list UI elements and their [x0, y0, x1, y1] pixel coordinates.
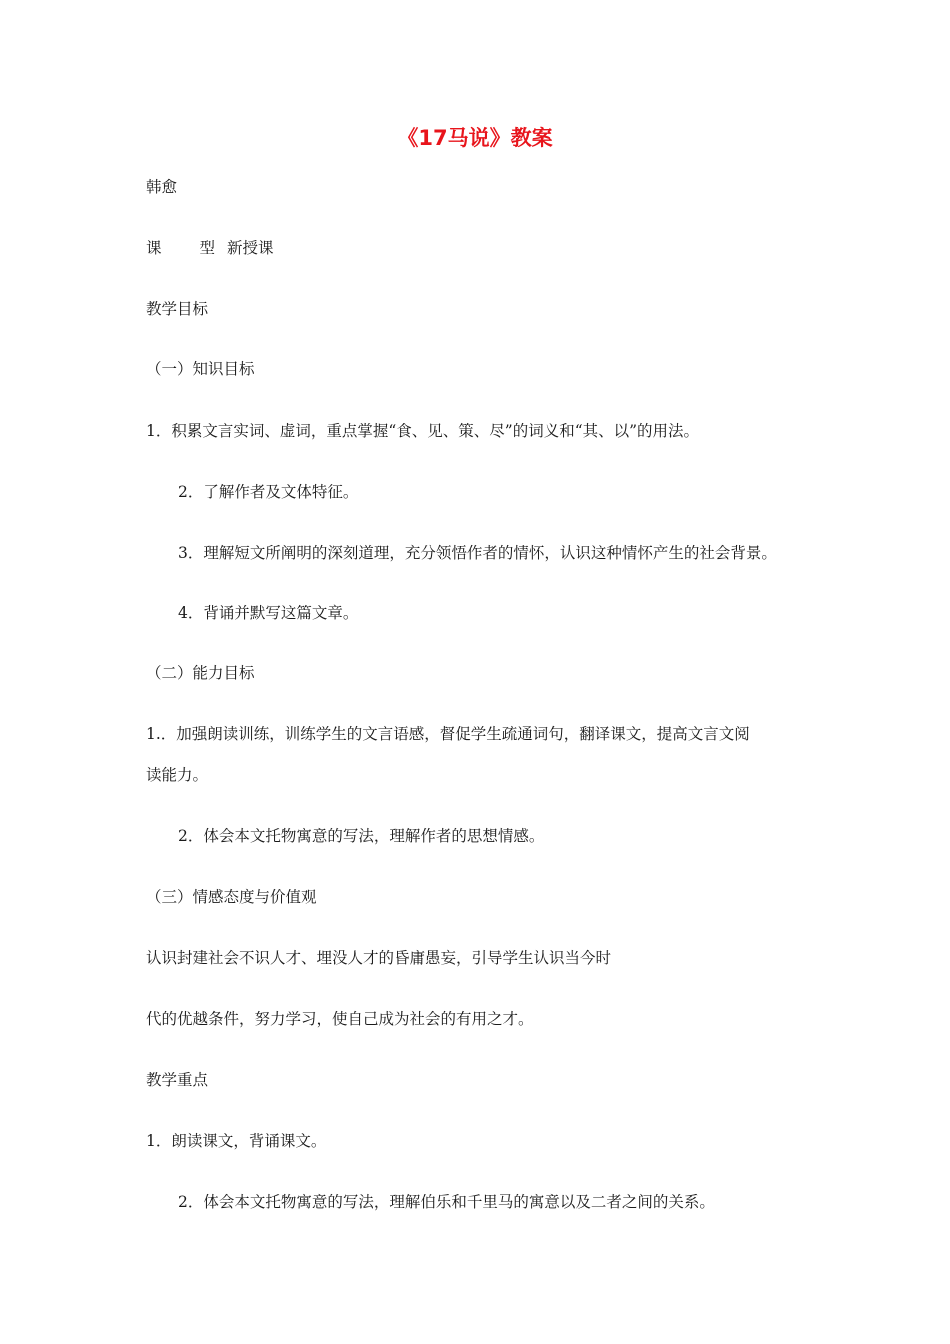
values-goal-line: 认识封建社会不识人才、埋没人才的昏庸愚妄，引导学生认识当今时 [146, 949, 612, 967]
author-line: 韩愈 [146, 178, 178, 196]
knowledge-goal-item: 4．背诵并默写这篇文章。 [178, 604, 359, 622]
ability-goals-heading: （二）能力目标 [146, 664, 255, 682]
ability-goal-item: 2．体会本文托物寓意的写法，理解作者的思想情感。 [178, 827, 545, 845]
knowledge-goal-item: 2．了解作者及文体特征。 [178, 483, 359, 501]
document-title: 《17马说》教案 [397, 126, 553, 150]
key-points-heading: 教学重点 [146, 1071, 209, 1089]
knowledge-goal-item: 3．理解短文所阐明的深刻道理，充分领悟作者的情怀，认识这种情怀产生的社会背景。 [178, 544, 777, 562]
teaching-goals-heading: 教学目标 [146, 300, 209, 318]
ability-goal-item-line: 读能力。 [146, 766, 209, 784]
course-type-value: 新授课 [227, 239, 274, 257]
knowledge-goal-item: 1．积累文言实词、虚词，重点掌握“食、见、策、尽”的词义和“其、以”的用法。 [146, 422, 700, 440]
course-type-label-b: 型 [199, 239, 216, 257]
course-type-line [146, 237, 274, 259]
course-type-label-a: 课 [146, 239, 162, 257]
knowledge-goals-heading: （一）知识目标 [146, 360, 255, 378]
key-point-item: 2．体会本文托物寓意的写法，理解伯乐和千里马的寓意以及二者之间的关系。 [178, 1193, 715, 1211]
values-goals-heading: （三）情感态度与价值观 [146, 888, 317, 906]
values-goal-line: 代的优越条件，努力学习，使自己成为社会的有用之才。 [146, 1010, 534, 1028]
key-point-item: 1．朗读课文，背诵课文。 [146, 1132, 327, 1150]
ability-goal-item-line: 1.．加强朗读训练，训练学生的文言语感，督促学生疏通词句，翻译课文，提高文言文阅 [146, 725, 750, 743]
